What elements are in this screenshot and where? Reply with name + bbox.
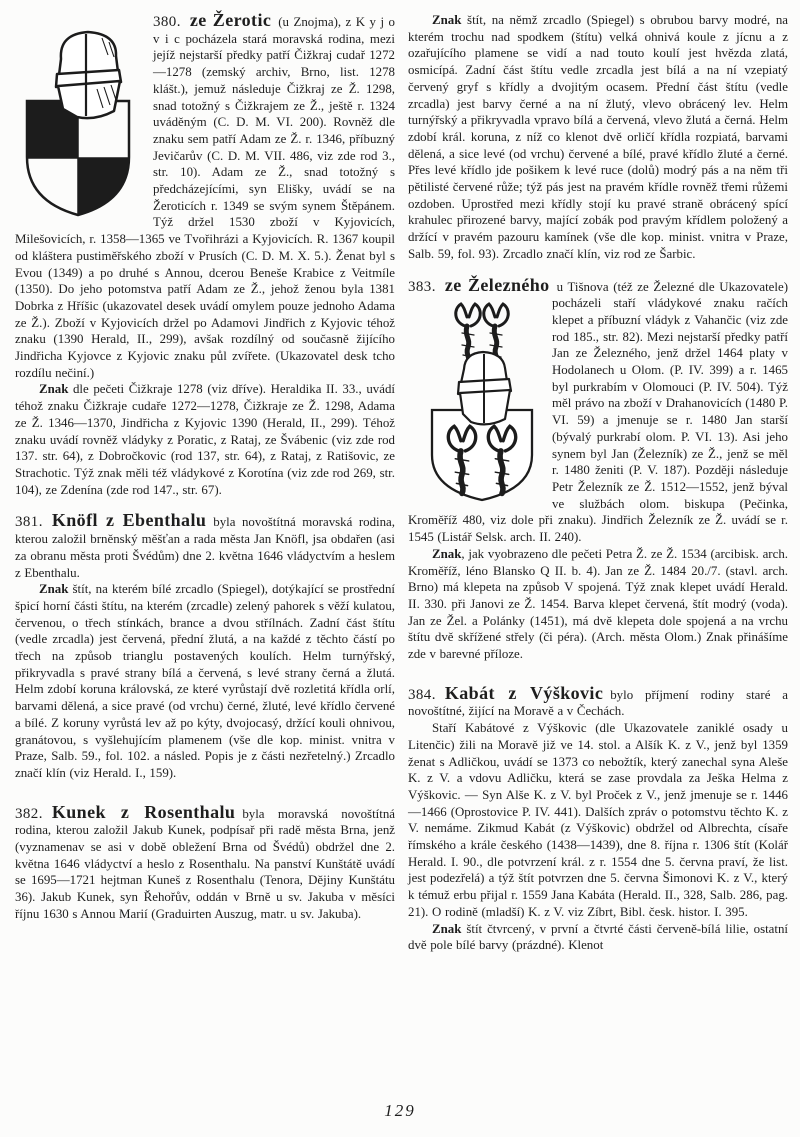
article-384-znak (408, 921, 788, 954)
article-text: u Tišnova (též ze Železné dle Ukazovatele) pocházeli staří vládykové znaku račích klepet a příbuzní vládyk z Vahančic (viz zde rod 185., str. 82). Mezi nejstarší předky patří Jan ze Železného, jenž držel 1464 platy v Hodolanech u Olom. (P. IV. 399) a r. 1465 byl purkrabím v Olomouci (P. IV. 504). Týž měl právo na zboží v Drahanovicích (1480 P. VI. 59) a jmenuje se r. 1480 Jan starší (bývalý purkrabí olom. P. VI. 13). Asi jeho synem byl Jan (Železník) ze Ž., jenž se měl r. 1480 ženiti (P. V. 187). Později následuje Petr Železník ze Ž. 1512—1552, jenž býval ve službách olom. biskupa (Pečinka, Kroměříž 480, viz dole při znaku). Jindřich Železník ze Ž. uvádí se r. 1545 (Listář Selsk. arch. II. 240). (408, 279, 788, 545)
zelezneho-coat-of-arms (408, 274, 552, 503)
article-380-lead (15, 12, 395, 381)
article-382 (15, 801, 395, 923)
article-381-lead (15, 512, 395, 581)
article-381-znak (15, 581, 395, 781)
left-column (15, 12, 395, 954)
article-382-lead (15, 801, 395, 923)
znak-label: Znak (432, 546, 462, 561)
article-number: 380. (153, 14, 181, 30)
znak-text: , jak vyobrazeno dle pečeti Petra Ž. ze Ž. 1534 (arcibisk. arch. Kroměříž, léno Blansko Q II. b. 4). Jan ze Ž. 1484 20./7. (stavl. arch. Brno) má klepeta na způsob V spojená. Týž znak klepet uvádí Herald. II. 330. při Janovi ze Ž. 1454. Barva klepet červená, štít modrý (voda). Jan ze Žel. a Polánky (1451), má dvě klepeta dole spojená a na vrchu štítu dvě skřížené střely (či péra). (Arch. města Olom.) Znak přinášíme zde v barevné příloze. (408, 546, 788, 662)
znak-text: štít, na kterém bílé zrcadlo (Spiegel), dotýkající se prostřední špicí horní části štítu, na kterém (zrcadle) zelený pahorek s věží kulatou, červenou, o třech stínkách, brance a dvou střílnách. Zadní část štítu (vedle zrcadla) jest červená, přední žlutá, a na každé z těchto částí po třech na způsob trianglu postavených koulích. Helm turnýřský, přikryvadla s pravé strany bílá a červená, s levé strany černá a žlutá. Helm zdobí koruna královská, ze které vyrůstají dvě rozletitá křídla orlí, barvami dělená, a sice pravé (od vrchu) černé, žluté, levé křídlo červené a bílé. Z koruny vyrůstá lev až po kýty, dvojocasý, držící kouli ohnivou, granátovou, s vyšlehujícím plamenem (vše dle kop. minist. vnitra v Praze, Salb. 59., fol. 102. a násled. Popis je z části nezřetelný.) Zrcadlo značí klín (viz Herald. I., 159). (15, 582, 395, 780)
article-title: Kabát z Výškovic (444, 682, 604, 703)
znak-label: Znak (432, 13, 462, 27)
article-text: bylo příjmení rodiny staré a novoštítné, žijící na Moravě a v Čechách. (408, 687, 789, 719)
article-title: ze Železného (444, 274, 550, 295)
right-column (408, 12, 788, 954)
article-384-lead (408, 682, 789, 720)
article-text: (u Znojma), z K y j o v i c pocházela stará moravská rodina, mezi jejíž nejstarší předky patří Čižkraj cudař 1272—1278 (zemský archiv, Brno, list. 1278 klášt.), jemuž následuje Čižkraj ze Ž. 1298, snad totožný s Čižkrajem ze Ž., ještě r. 1324 uváděným (C. D. M. VI. 200). Rovněž dle znaku sem patří Adam ze Ž. r. 1346, příbuzný Jevičarův (C. D. M. VII. 486, viz zde rod 3., str. 10). Adam ze Ž., snad totožný s předcházejícími, syn Elišky, uvádí se na Žeroticích r. 1349 se svým synem Štěpánem. Týž držel 1530 zboží v Kyjovicích, Milešovicích, r. 1358—1365 ve Tvořihrázi a Kyjovicích. R. 1367 koupil od kláštera pustiměřského zboží v Prusích (C. D. M. X. 5.). Ženat byl s Evou (1349) a po druhé s Annou, dcerou Beneše Krabice z Veitmíle (1350). Do jeho potomstva patří Adam ze Ž., jehož ženou byla 1381 Dobrka z Hříšic (ukazovatel desek uvádí omylem pouze jednoho Adama ze Ž.). Zboží v Kyjovicích držel po Adamovi Jindřich z Kyjovic téhož znaku (1390 Herald, II., 299), avšak rozdílný od současně žijícího Jindřicha Kyjovce z Kyjovic znaku půl zvířete. (Ukazovatel desk tcho rozdílu nečiní.) (15, 15, 395, 380)
znak-text: štít čtvrcený, v první a čtvrté části červeně-bílá lilie, ostatní dvě pole bílé barvy (prázdné). Klenot (408, 921, 788, 953)
article-number: 384. (408, 686, 436, 703)
znak-text: štít, na němž zrcadlo (Spiegel) s obrubou barvy modré, na kterém trochu nad spodkem (štítu) velká ohnivá koule z jícnu a z ozařujícího plamene se vidí a nad touto koulí jest hvězda zlatá, osmicípá. Zadní část štítu vedle zrcadla jest bílá a na ní vzepiatý červený gryf s křídly a dvojitým ocasem. Přední část štítu (vedle zrcadla) jest barvy černé a na ní žlutý, vlevo obrácený lev. Helm turnýřský a přikryvadla vpravo bílá a červená, vlevo žlutá a černá. Helm zdobí král. koruna, z níž co klenot dvě orličí křídla rozpiatá, barvami dělená, a sice levé (od vrchu) červené a bílé, pravé křídlo žluté a černé. Přes levé křídlo jde pošikem k levé ruce (dolů) modrý pás a na něm tři pětilisté červené růže; týž pás jest na pravém křídle rovněž třemi růžemi ozdoben. Uprostřed mezi křídly stojí ku pravé straně obrácený spící krahulec přirozené barvy, mající zobák pod pravým křídlem položený a držící v pravém pazouru kamínek (vše dle kop. minist. vnitra v Praze, Salb. 59, fol. 93). Zrcadlo značí klín, viz rod ze Šarbic. (408, 13, 788, 261)
article-text: byla moravská novoštítná rodina, kterou založil Jakub Kunek, podpísař při radě města Brna, jenž (vyznamenav se asi v době obležení Brna od Švédů) obdržel dne 2. května 1646 vládyctví a heslo z Rosenthalu. Na panství Kunštátě uvádí se 1695—1721 hejtman Kuneš z Rosenthalu (Tenora, Dějiny Kunštátu 36). Jakub Kunek, syn Řehořův, oddán v Brně u sv. Jakuba v měsíci říjnu 1630 s Annou Marií (Graduirten Auszug, matr. u sv. Jakuba). (15, 806, 395, 921)
article-383-lead (408, 274, 788, 546)
znak-label: Znak (39, 582, 69, 597)
znak-label: Znak (432, 921, 462, 936)
znak-text: dle pečeti Čižkraje 1278 (viz dříve). Heraldika II. 33., uvádí téhož znaku Čižkraje cudaře 1272—1278, Čižkraje ze Ž. 1298, Adama ze Ž. 1346—1370, Jindřicha z Kyjovic 1390 (Herald, II., 299). Téhož znaku uvádí rovněž vládyky z Poratic, z Rataj, ze Švábenic (viz zde rod 137. str. 64), z Dobročkovic (rod 137, str. 64), z Rataj, z Ratišovic, ze Strachotic. Týž znak měli též vládykové z Korotína (viz zde rod 269, str. 104), ze Zdenína (zde rod 147., str. 67). (15, 382, 395, 497)
article-380 (15, 12, 395, 498)
article-383 (408, 274, 788, 663)
article-number: 382. (15, 805, 43, 822)
article-title: Kunek z Rosenthalu (51, 801, 236, 822)
article-text: byla novoštítná moravská rodina, kterou založil brněnský měšťan a rada města Jan Knöfl, jsa obdařen (asi za obranu města proti Švédům) dne 2. května 1646 vládyctvím a heslem z Ebenthalu. (15, 515, 395, 580)
znak-label: Znak (39, 382, 69, 397)
article-380-znak (15, 381, 395, 498)
article-381 (15, 512, 395, 781)
article-382-znak (408, 12, 788, 263)
page-number: 129 (384, 1101, 416, 1120)
article-383-znak (408, 546, 788, 663)
article-384-body: Staří Kabátové z Výškovic (dle Ukazovatele zaniklé osady u Litenčic) žili na Moravě již ve 14. stol. a Alšík K. z V., jenž byl 1359 ženat s Adličkou, uvádí se 1373 co nebožtík, který zanechal syna Aleše K. z V. a vdovu Adličku, která se zase provdala za Ješka Helma z Výškovic. — Syn Alše K. z V. byl Proček z V., jenž jmenuje se r. 1446—1466 (Oprostovice P. IV. 441). Dalších zpráv o potomstvu těchto K. z V. nemáme. Zikmud Kabát (z Výškovic) obdržel od Albrechta, císaře římského a krále českého (1438—1439), dne 8. října r. 1306 štít (Kolář Herald. I. 90., dle potvrzení král. z r. 1554 dne 5. června praví, že list. jest podezřelá) a týž štít potvrzen dne 5. června Šimonovi K. z V., který k témuž erbu přijal r. 1559 Jana Kabáta (Herald. II., 328, Salb. 286, pag. 21). O rodině (mladší) K. z V. viz Zíbrt, Bibl. česk. histor. I. 395. (408, 721, 788, 919)
article-title: Knöfl z Ebenthalu (51, 510, 207, 531)
article-number: 383. (408, 278, 436, 295)
article-number: 381. (15, 514, 43, 531)
article-title: ze Žerotic (189, 10, 272, 30)
zerotic-coat-of-arms (15, 12, 153, 220)
article-384 (408, 682, 789, 954)
